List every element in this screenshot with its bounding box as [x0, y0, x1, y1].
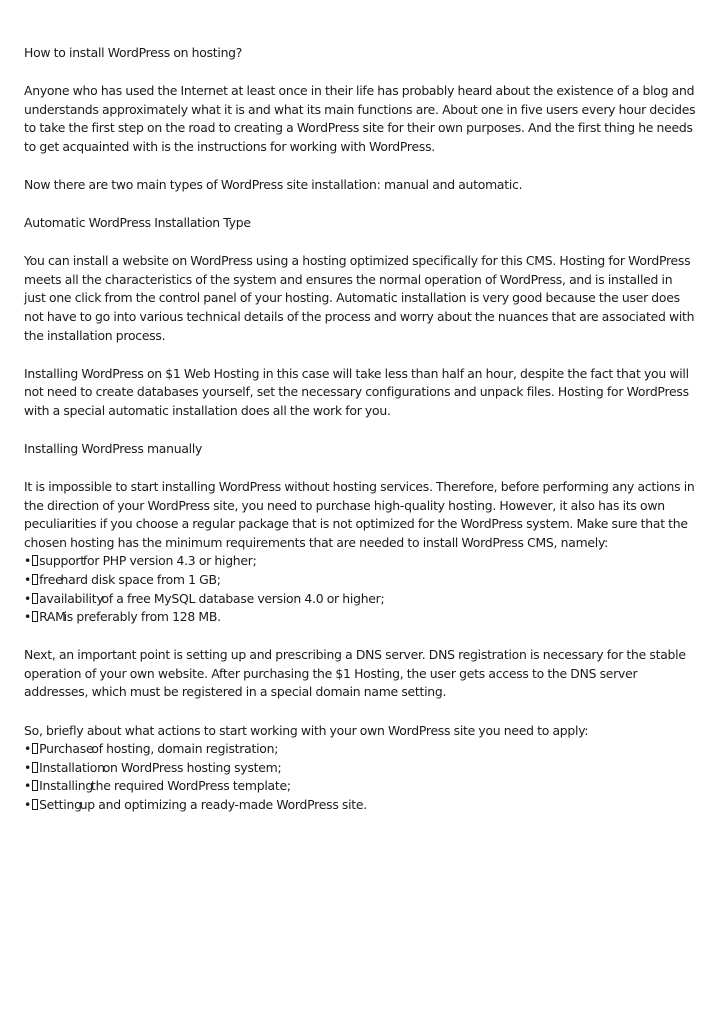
heading-manual-installation: Installing WordPress manually: [24, 440, 203, 456]
list-item: [24, 740, 696, 759]
list-item: [24, 796, 696, 815]
missing-glyph-icon: [32, 780, 38, 791]
heading-automatic-installation: Automatic WordPress Installation Type: [24, 215, 251, 231]
missing-glyph-icon: [32, 593, 38, 604]
missing-glyph-icon: [32, 555, 38, 566]
bullet-icon: •: [24, 553, 32, 569]
list-item-text: of a free MySQL database version 4.0 or higher;: [101, 590, 385, 606]
paragraph-intro: Anyone who has used the Internet at least once in their life has probably heard about the existence of a blog and understands approximately what it is and what its main functions are. About one in five users every hour decides to take the first step on the road to creating a WordPress site for their own purposes. And the first thing he needs to get acquainted with is the instructions for working with WordPress.: [24, 83, 696, 154]
list-item: [24, 571, 696, 590]
list-item-lead: RAM: [39, 609, 66, 625]
bullet-icon: •: [24, 778, 32, 794]
paragraph-automatic-time: Installing WordPress on $1 Web Hosting in this case will take less than half an hour, despite the fact that you will not need to create databases yourself, set the necessary configurations and unpack files. Hosting for WordPress with a special automatic installation does all the work for you.: [24, 365, 689, 418]
document-page: [24, 44, 696, 815]
list-item-lead: Installing: [39, 778, 94, 794]
missing-glyph-icon: [32, 799, 38, 810]
list-item-text: up and optimizing a ready-made WordPress site.: [79, 796, 367, 812]
actions-list: [24, 740, 696, 814]
list-item: [24, 608, 696, 627]
paragraph-actions-intro: So, briefly about what actions to start working with your own WordPress site you need to apply:: [24, 722, 589, 738]
bullet-icon: •: [24, 759, 32, 775]
list-item: [24, 759, 696, 778]
list-item-lead: support: [39, 553, 85, 569]
paragraph-dns: Next, an important point is setting up and prescribing a DNS server. DNS registration is necessary for the stable operation of your own website. After purchasing the $1 Hosting, the user gets access to the DNS server addresses, which must be registered in a special domain name setting.: [24, 647, 686, 700]
list-item-lead: Purchase: [39, 741, 94, 757]
missing-glyph-icon: [32, 743, 38, 754]
list-item-text: hard disk space from 1 GB;: [60, 571, 221, 587]
paragraph-manual-body: It is impossible to start installing WordPress without hosting services. Therefore, before performing any actions in the direction of your WordPress site, you need to purchase high-quality hosting. However, it also has its own peculiarities if you choose a regular package that is not optimized for the WordPress system. Make sure that the chosen hosting has the minimum requirements that are needed to install WordPress CMS, namely:: [24, 479, 695, 550]
bullet-icon: •: [24, 571, 32, 587]
bullet-icon: •: [24, 609, 32, 625]
paragraph-installation-types: Now there are two main types of WordPress site installation: manual and automatic.: [24, 176, 523, 192]
requirements-list: [24, 552, 696, 626]
bullet-icon: •: [24, 796, 32, 812]
missing-glyph-icon: [32, 611, 38, 622]
list-item: [24, 777, 696, 796]
missing-glyph-icon: [32, 574, 38, 585]
list-item-text: on WordPress hosting system;: [102, 759, 282, 775]
list-item: [24, 590, 696, 609]
list-item-lead: Installation: [39, 759, 105, 775]
list-item-lead: Setting: [39, 796, 82, 812]
paragraph-automatic-body: You can install a website on WordPress using a hosting optimized specifically for this CMS. Hosting for WordPress meets all the characteristics of the system and ensures the normal operation of WordPress, and is installed in just one click from the control panel of your hosting. Automatic installation is very good because the user does not have to go into various technical details of the process and worry about the nuances that are associated with the installation process.: [24, 253, 695, 343]
document-title: How to install WordPress on hosting?: [24, 45, 243, 60]
list-item: [24, 552, 696, 571]
list-item-lead: free: [39, 571, 63, 587]
missing-glyph-icon: [32, 762, 38, 773]
list-item-text: the required WordPress template;: [91, 778, 291, 794]
list-item-lead: availability: [39, 590, 104, 606]
list-item-text: of hosting, domain registration;: [91, 741, 279, 757]
bullet-icon: •: [24, 590, 32, 606]
bullet-icon: •: [24, 741, 32, 757]
list-item-text: for PHP version 4.3 or higher;: [82, 553, 257, 569]
list-item-text: is preferably from 128 MB.: [63, 609, 221, 625]
